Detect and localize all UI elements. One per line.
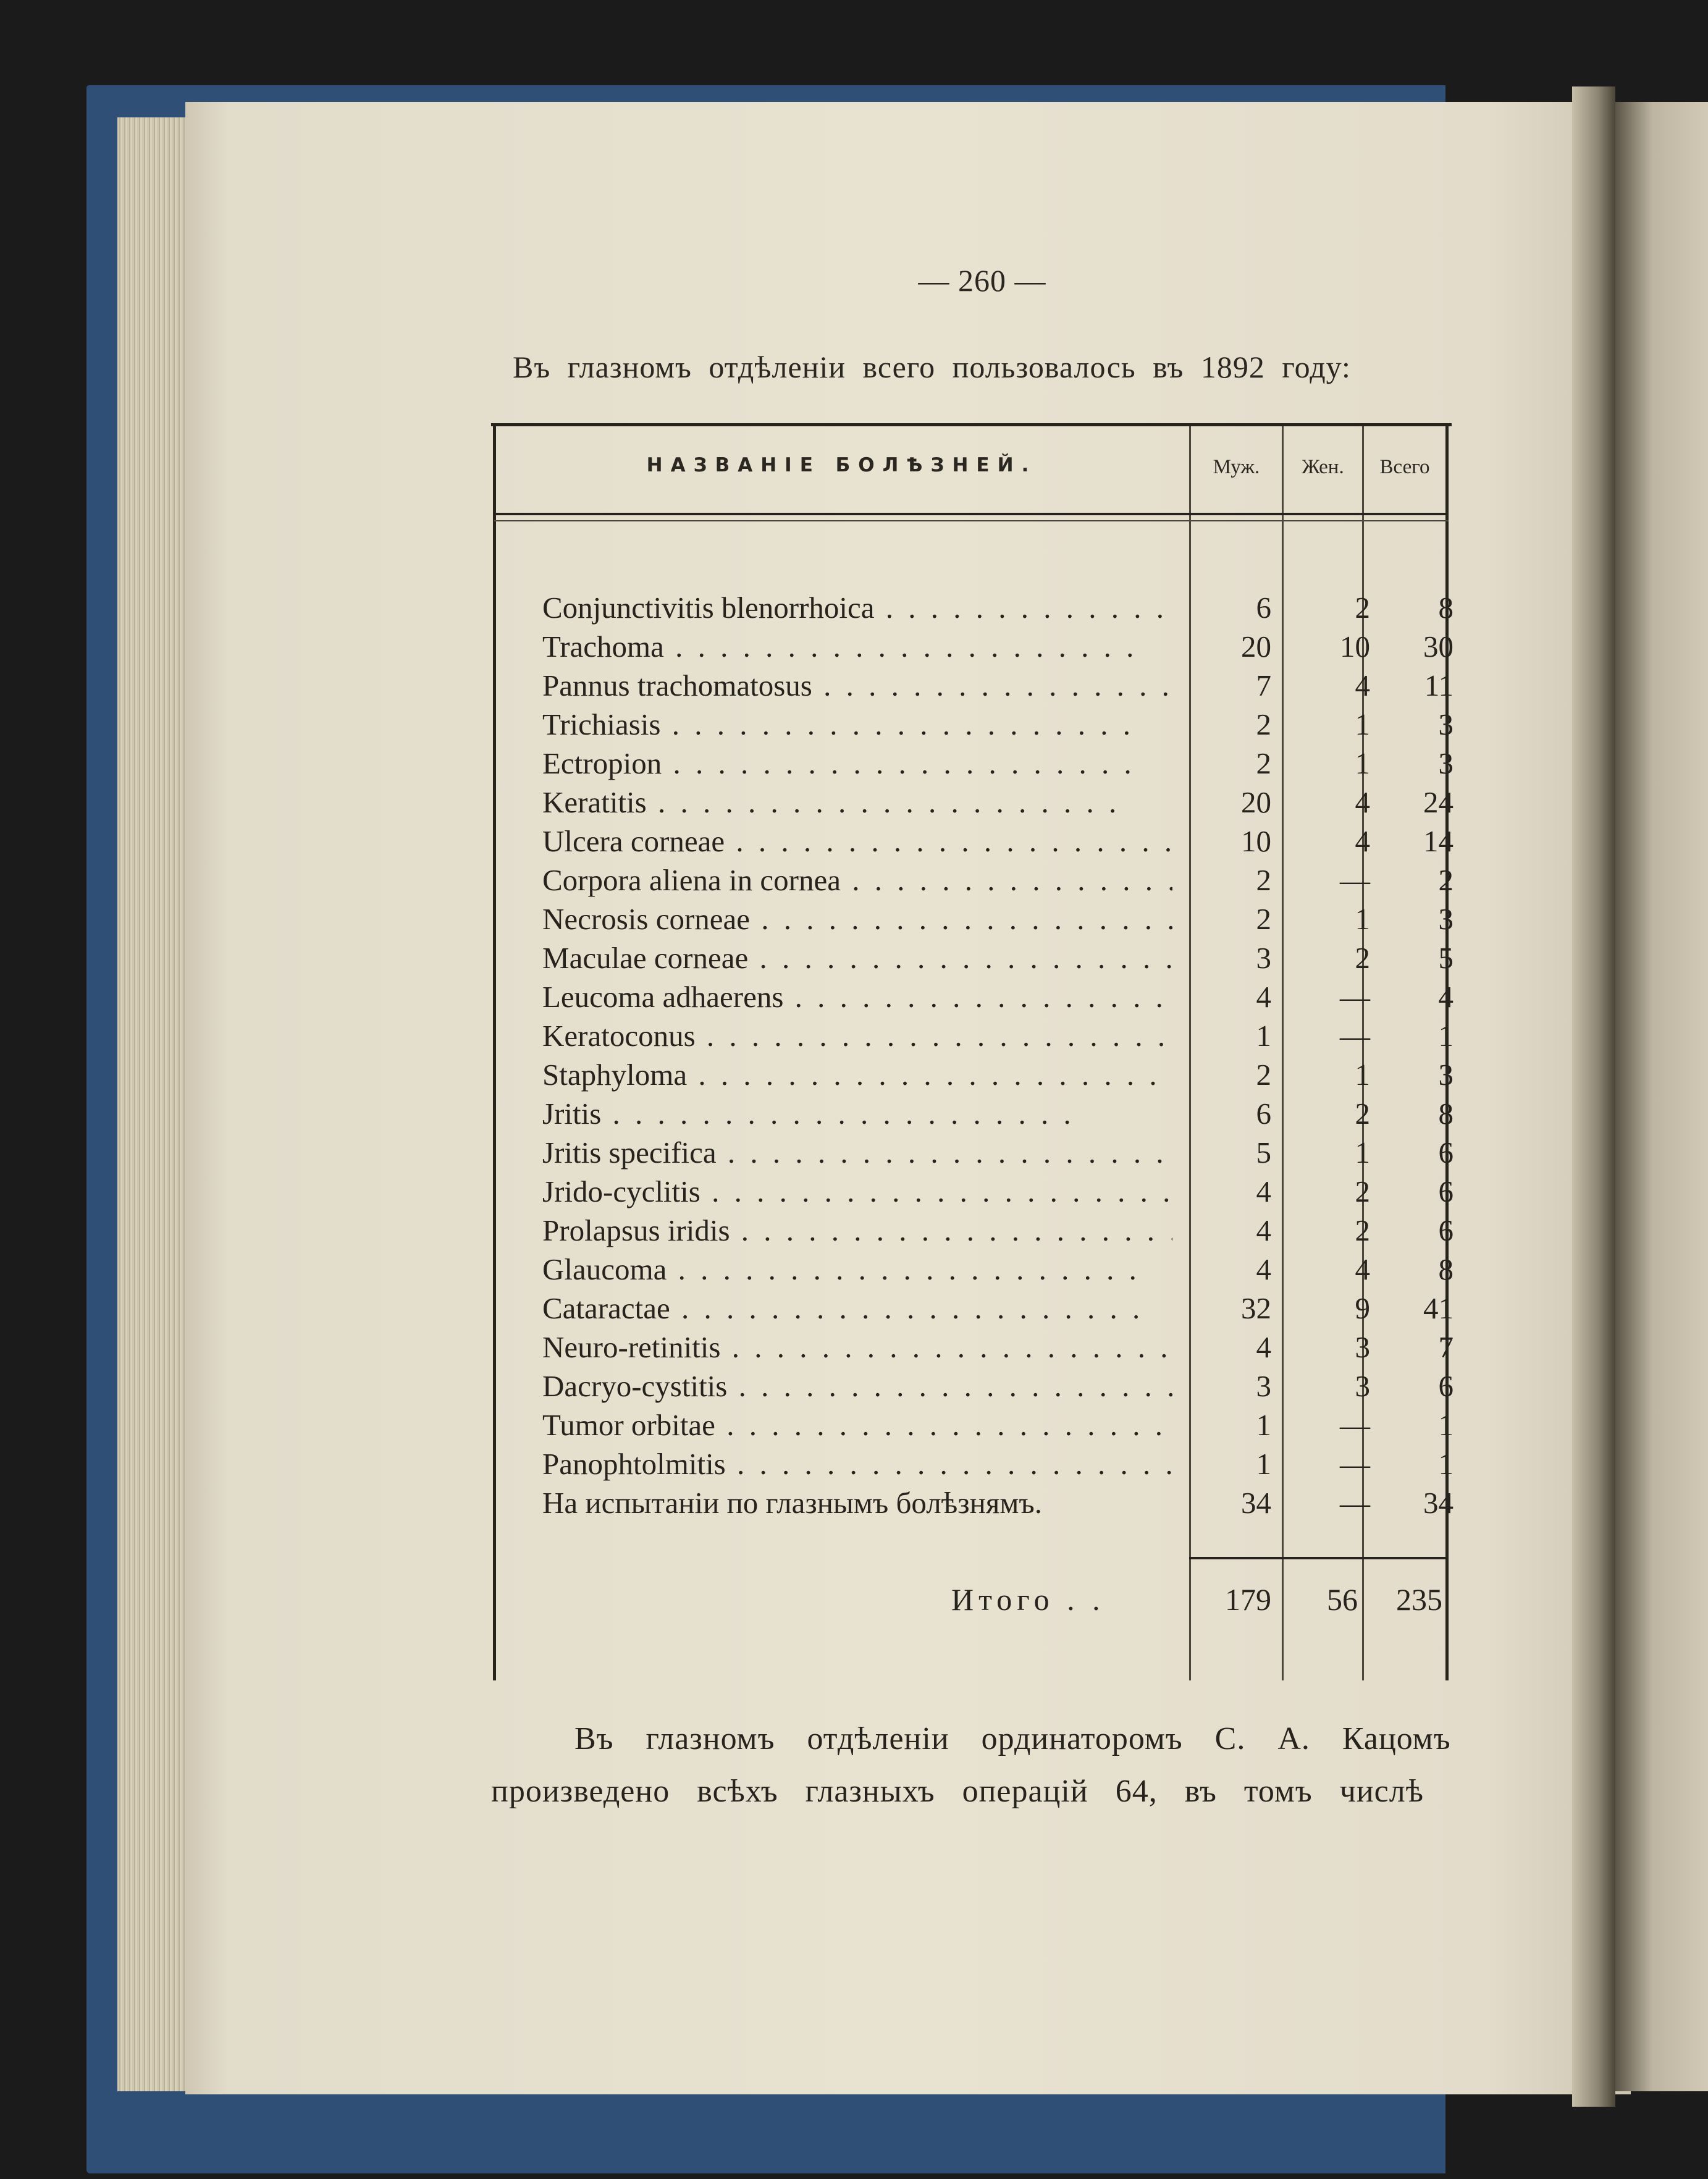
table-row: [542, 1018, 1457, 1056]
total-count: 14: [1423, 824, 1453, 858]
female-count: 4: [1355, 1252, 1370, 1286]
table-row: [542, 1407, 1457, 1446]
total-label: Итого . .: [951, 1582, 1105, 1617]
disease-name: Maculae corneae . .: [542, 940, 1172, 976]
female-count: 2: [1355, 1097, 1370, 1131]
female-count: 2: [1355, 1174, 1370, 1208]
female-count: 4: [1355, 824, 1370, 858]
total-count: 1: [1438, 1019, 1453, 1053]
male-count: 2: [1256, 707, 1271, 741]
total-count: 7: [1438, 1330, 1453, 1364]
male-count: 3: [1256, 1369, 1271, 1403]
female-count: —: [1340, 863, 1370, 897]
table-row: [542, 668, 1457, 706]
male-count: 4: [1256, 1330, 1271, 1364]
male-count: 32: [1241, 1291, 1271, 1325]
total-male: 179: [1225, 1582, 1271, 1617]
table-row: [542, 901, 1457, 940]
female-count: 4: [1355, 668, 1370, 702]
table-row: [542, 1135, 1457, 1173]
disease-name: Glaucoma . .: [542, 1252, 1172, 1287]
total-count: 5: [1438, 941, 1453, 975]
table-row: [542, 707, 1457, 745]
disease-name: Jritis . .: [542, 1096, 1172, 1131]
female-count: —: [1340, 1019, 1370, 1053]
table-top-rule: [491, 423, 1452, 426]
female-count: 9: [1355, 1291, 1370, 1325]
disease-name: Conjunctivitis blenorrhoica . .: [542, 590, 1172, 625]
table-row: [542, 1485, 1457, 1524]
female-count: 1: [1355, 1058, 1370, 1092]
male-count: 10: [1241, 824, 1271, 858]
facing-page-edge: [1615, 102, 1708, 2091]
total-count: 8: [1438, 1252, 1453, 1286]
table-row: [542, 1057, 1457, 1095]
header-bottom-rule-2: [494, 520, 1449, 521]
table-row: [542, 979, 1457, 1018]
table-row: [542, 746, 1457, 784]
disease-name: Ulcera corneae . .: [542, 824, 1172, 859]
female-count: 2: [1355, 1213, 1370, 1247]
total-count: 4: [1438, 980, 1453, 1014]
male-count: 1: [1256, 1019, 1271, 1053]
header-disease-name: НАЗВАНІЕ БОЛѢЗНЕЙ.: [646, 454, 1037, 476]
female-count: —: [1340, 1408, 1370, 1442]
table-row: [542, 1213, 1457, 1251]
table-row: [542, 629, 1457, 667]
total-count: 8: [1438, 1097, 1453, 1131]
table-row: [542, 785, 1457, 823]
total-count: 1: [1438, 1408, 1453, 1442]
disease-name: Necrosis corneae . .: [542, 901, 1172, 937]
female-count: —: [1340, 1447, 1370, 1481]
male-count: 1: [1256, 1447, 1271, 1481]
female-count: 3: [1355, 1369, 1370, 1403]
book-gutter: [1572, 86, 1615, 2107]
table-row: [542, 1096, 1457, 1134]
female-count: —: [1340, 1486, 1370, 1520]
total-count: 30: [1423, 630, 1453, 664]
table-row: [542, 1252, 1457, 1290]
disease-name: На испытаніи по глазнымъ болѣзнямъ.: [542, 1486, 1043, 1520]
male-count: 4: [1256, 1174, 1271, 1208]
total-count: 3: [1438, 746, 1453, 780]
total-count: 6: [1438, 1136, 1453, 1170]
total-count: 8: [1438, 591, 1453, 625]
table-row: [542, 862, 1457, 901]
male-count: 4: [1256, 980, 1271, 1014]
male-count: 2: [1256, 863, 1271, 897]
total-count: 34: [1423, 1486, 1453, 1520]
table-row: [542, 1368, 1457, 1407]
header-female: Жен.: [1302, 456, 1344, 478]
total-count: 3: [1438, 902, 1453, 936]
disease-name: Prolapsus iridis . .: [542, 1213, 1172, 1248]
disease-name: Panophtolmitis . .: [542, 1446, 1172, 1481]
total-female: 56: [1327, 1582, 1358, 1617]
total-count: 24: [1423, 785, 1453, 819]
disease-name: Cataractae . .: [542, 1291, 1172, 1326]
table-row: [542, 824, 1457, 862]
disease-name: Jritis specifica . .: [542, 1135, 1172, 1170]
total-count: 2: [1438, 863, 1453, 897]
total-all: 235: [1396, 1582, 1442, 1617]
male-count: 6: [1256, 591, 1271, 625]
disease-name: Leucoma adhaerens . .: [542, 979, 1172, 1014]
male-count: 2: [1256, 1058, 1271, 1092]
female-count: 4: [1355, 785, 1370, 819]
disease-name: Ectropion . .: [542, 746, 1172, 781]
intro-line: Въ глазномъ отдѣленіи всего пользовалось въ 1892 году:: [513, 350, 1351, 384]
total-count: 11: [1424, 668, 1453, 702]
female-count: 1: [1355, 746, 1370, 780]
male-count: 6: [1256, 1097, 1271, 1131]
total-count: 6: [1438, 1213, 1453, 1247]
closing-paragraph-line-2: произведено всѣхъ глазныхъ операцій 64, въ томъ числѣ: [491, 1774, 1424, 1809]
total-count: 1: [1438, 1447, 1453, 1481]
disease-name: Tumor orbitae . .: [542, 1407, 1172, 1443]
table-left-rule: [493, 426, 496, 1680]
header-bottom-rule: [494, 513, 1449, 515]
male-count: 4: [1256, 1213, 1271, 1247]
total-count: 6: [1438, 1369, 1453, 1403]
disease-name: Trachoma . .: [542, 629, 1172, 664]
table-row: [542, 590, 1457, 628]
female-count: 10: [1340, 630, 1370, 664]
page-edges: [117, 117, 185, 2091]
disease-name: Pannus trachomatosus . .: [542, 668, 1172, 703]
total-count: 3: [1438, 707, 1453, 741]
female-count: 2: [1355, 591, 1370, 625]
table-row: [542, 1174, 1457, 1212]
female-count: 1: [1355, 902, 1370, 936]
closing-paragraph-line-1: Въ глазномъ отдѣленіи ординаторомъ С. А. Кацомъ: [574, 1721, 1451, 1756]
header-total: Всего: [1379, 456, 1430, 478]
total-count: 6: [1438, 1174, 1453, 1208]
male-count: 34: [1241, 1486, 1271, 1520]
male-count: 5: [1256, 1136, 1271, 1170]
female-count: 2: [1355, 941, 1370, 975]
table-row: [542, 940, 1457, 979]
male-count: 3: [1256, 941, 1271, 975]
disease-name: Keratitis . .: [542, 785, 1172, 820]
table-row: [542, 1330, 1457, 1368]
header-male: Муж.: [1213, 456, 1260, 478]
disease-name: Jrido-cyclitis . .: [542, 1174, 1172, 1209]
female-count: 3: [1355, 1330, 1370, 1364]
male-count: 1: [1256, 1408, 1271, 1442]
disease-name: Corpora aliena in cornea . .: [542, 862, 1172, 898]
total-count: 41: [1423, 1291, 1453, 1325]
table-row: [542, 1446, 1457, 1485]
disease-name: Trichiasis . .: [542, 707, 1172, 742]
female-count: 1: [1355, 707, 1370, 741]
disease-name: Keratoconus . .: [542, 1018, 1172, 1053]
table-row: [542, 1291, 1457, 1329]
total-count: 3: [1438, 1058, 1453, 1092]
female-count: 1: [1355, 1136, 1370, 1170]
disease-name: Staphyloma . .: [542, 1057, 1172, 1092]
male-count: 2: [1256, 746, 1271, 780]
male-count: 7: [1256, 668, 1271, 702]
female-count: —: [1340, 980, 1370, 1014]
male-count: 2: [1256, 902, 1271, 936]
male-count: 4: [1256, 1252, 1271, 1286]
total-separator-rule: [1189, 1557, 1449, 1559]
disease-name: Dacryo-cystitis . .: [542, 1368, 1172, 1404]
disease-name: Neuro-retinitis . .: [542, 1330, 1172, 1365]
male-count: 20: [1241, 785, 1271, 819]
male-count: 20: [1241, 630, 1271, 664]
page-number: — 260 —: [918, 263, 1046, 298]
